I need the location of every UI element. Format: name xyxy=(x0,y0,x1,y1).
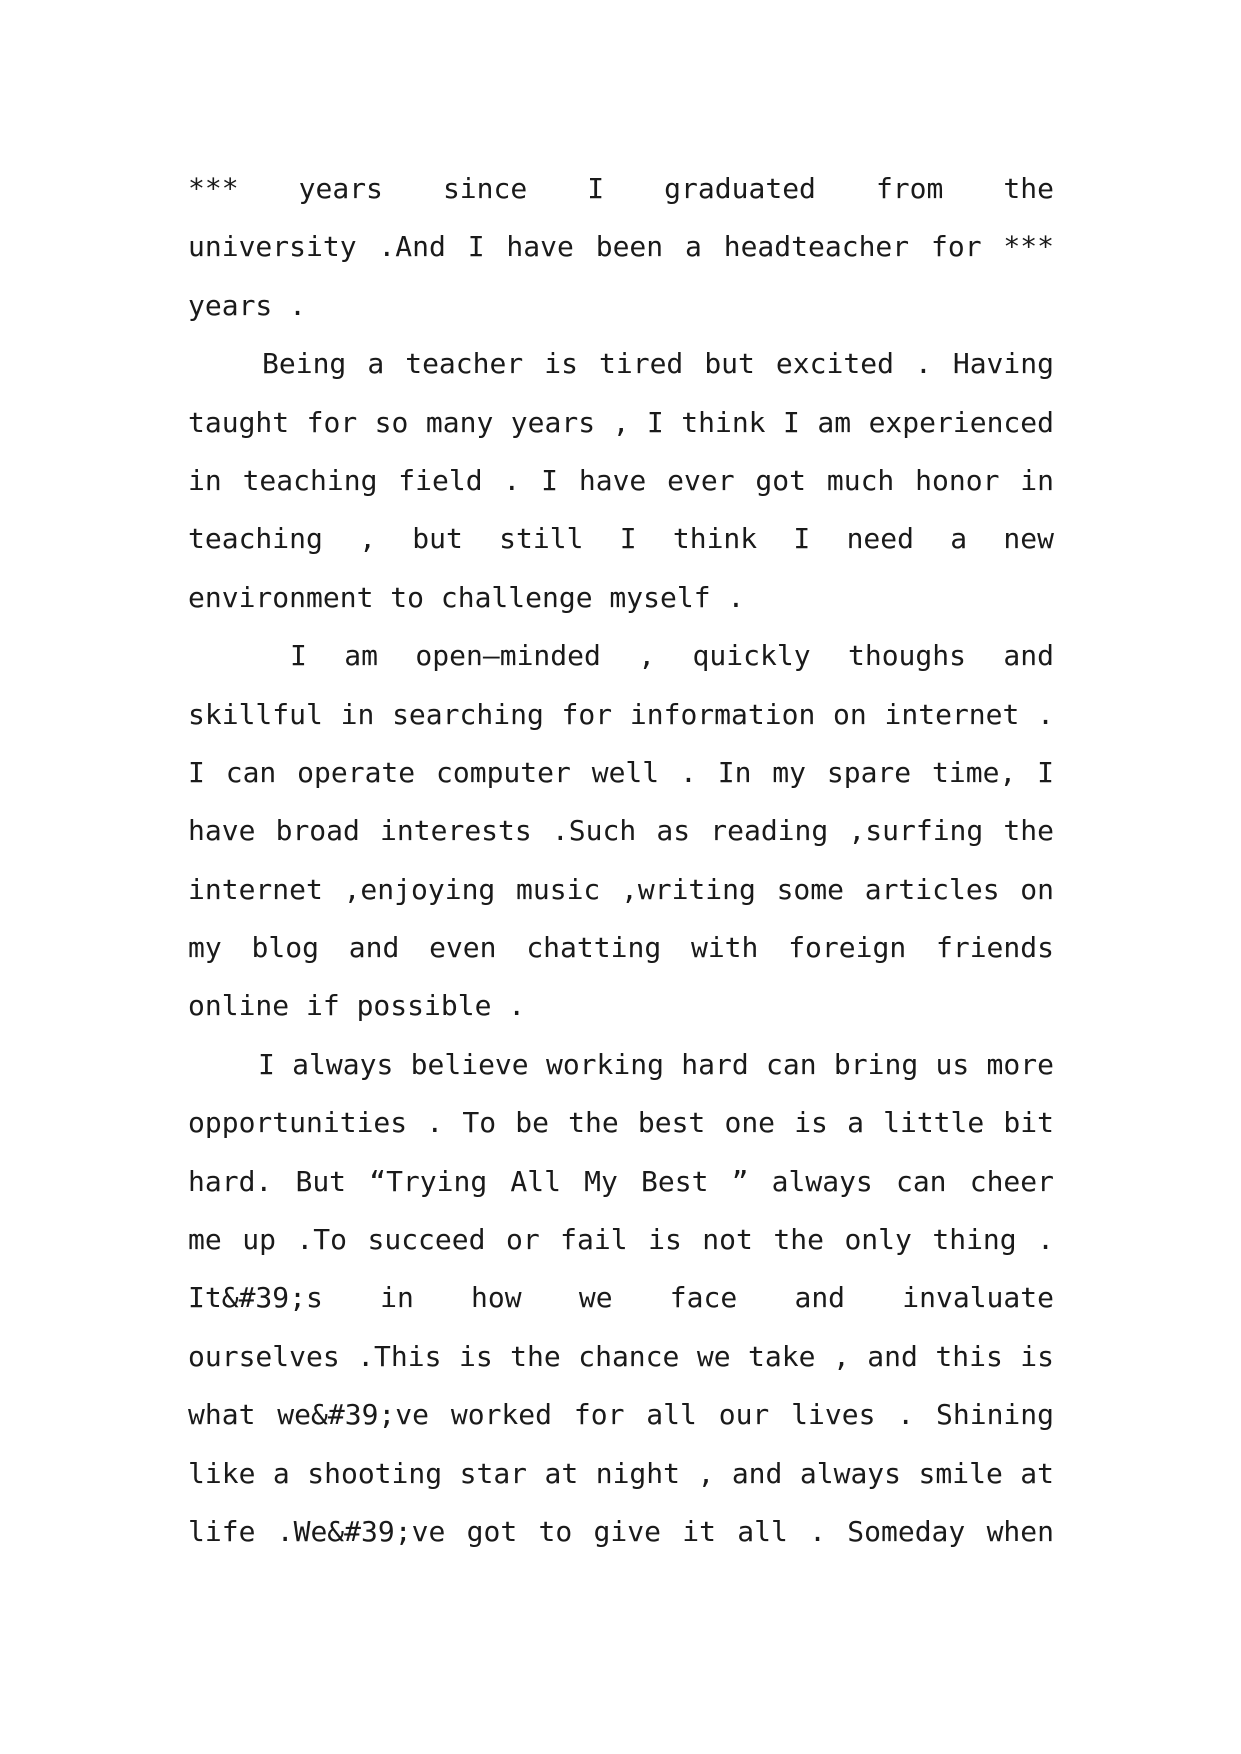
text-line: what we&#39;ve worked for all our lives . Shining xyxy=(188,1398,1054,1432)
document-body xyxy=(188,160,1054,1561)
text-line: years . xyxy=(188,288,307,322)
text-line: my blog and even chatting with foreign friends xyxy=(188,931,1054,965)
text-line: ourselves .This is the chance we take , and this is xyxy=(188,1339,1054,1373)
text-line: like a shooting star at night , and always smile at xyxy=(188,1456,1054,1490)
text-line: life .We&#39;ve got to give it all . Someday when xyxy=(188,1514,1054,1548)
text-line: have broad interests .Such as reading ,surfing the xyxy=(188,814,1054,848)
text-line: It&#39;s in how we face and invaluate xyxy=(188,1281,1054,1315)
text-line: I always believe working hard can bring us more xyxy=(258,1047,1054,1081)
text-line: university .And I have been a headteacher for *** xyxy=(188,230,1054,264)
text-line: in teaching field . I have ever got much honor in xyxy=(188,463,1054,497)
text-line: online if possible . xyxy=(188,989,526,1023)
text-line: skillful in searching for information on internet . xyxy=(188,697,1054,731)
text-line: environment to challenge myself . xyxy=(188,580,745,614)
text-line: I can operate computer well . In my spare time, I xyxy=(188,755,1054,789)
text-line: *** years since I graduated from the xyxy=(188,172,1054,205)
text-line: internet ,enjoying music ,writing some articles on xyxy=(188,872,1054,906)
text-line: opportunities . To be the best one is a little bit xyxy=(188,1106,1054,1140)
text-line: me up .To succeed or fail is not the only thing . xyxy=(188,1223,1054,1257)
text-line: Being a teacher is tired but excited . Having xyxy=(262,347,1054,381)
text-line: taught for so many years , I think I am experienced xyxy=(188,405,1054,439)
text-line: teaching , but still I think I need a new xyxy=(188,522,1054,556)
text-line: I am open—minded , quickly thoughs and xyxy=(290,639,1054,673)
text-line: hard. But “Trying All My Best ” always can cheer xyxy=(188,1164,1054,1198)
